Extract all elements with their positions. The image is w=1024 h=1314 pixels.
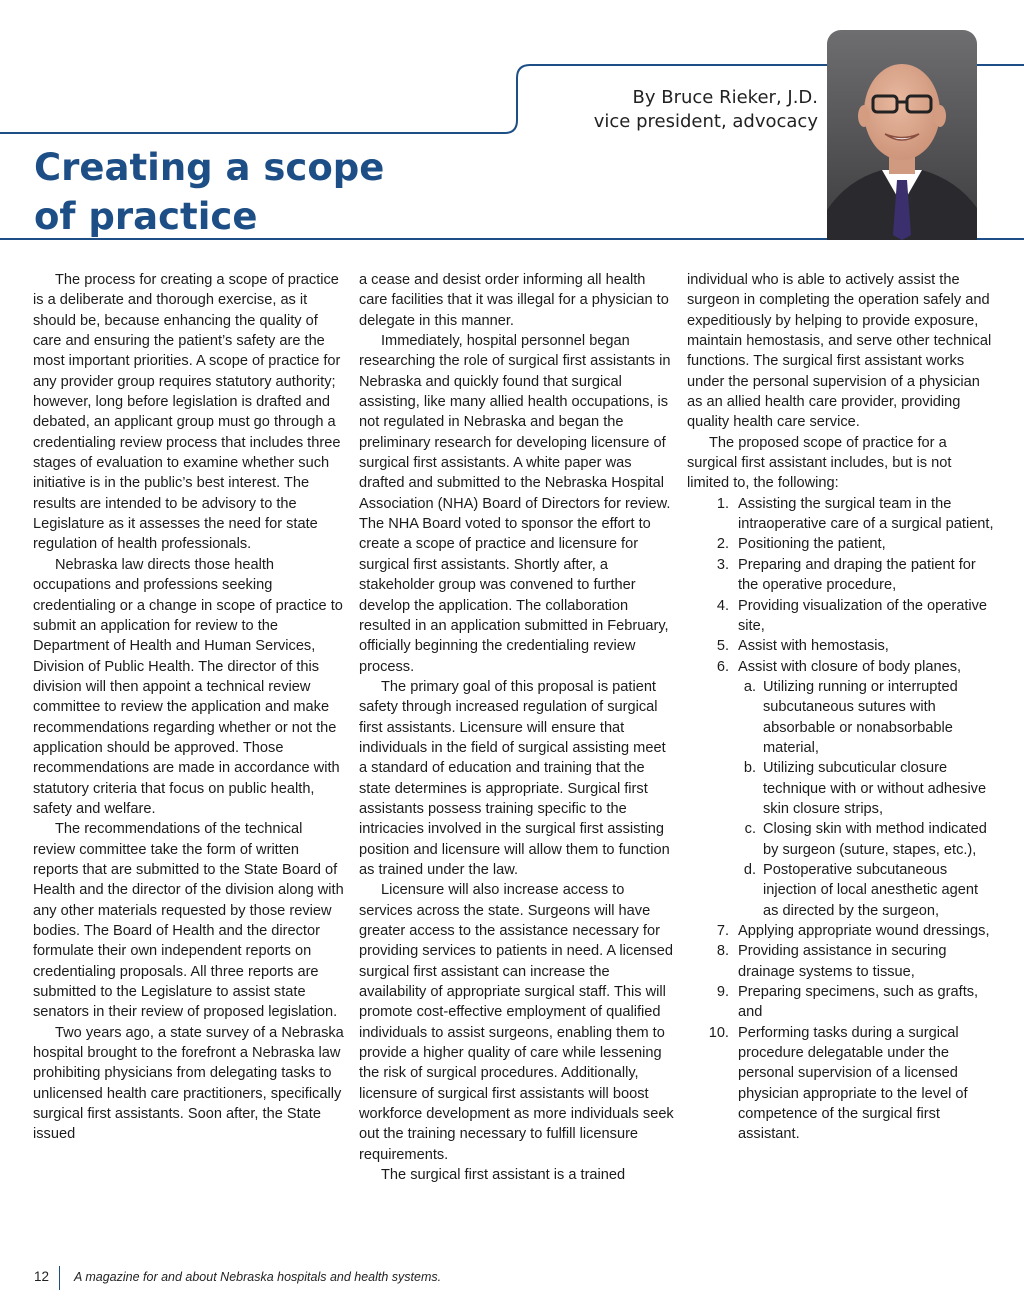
list-number: 4. xyxy=(716,597,729,614)
list-item xyxy=(687,921,997,941)
column-2 xyxy=(359,270,677,1185)
page-footer xyxy=(0,1266,1024,1296)
sublist-text: Closing skin with method indicated by surgeon (suture, stapes, etc.), xyxy=(763,821,987,858)
list-item xyxy=(687,941,997,982)
sublist-letter: c. xyxy=(744,821,756,838)
list-text: Positioning the patient, xyxy=(738,536,886,553)
list-text: Assist with closure of body planes, xyxy=(738,658,962,675)
list-item xyxy=(687,555,997,596)
paragraph: The recommendations of the technical review committee take the form of written reports that are submitted to the State Board of Health and the director of the division along with any other materials requested by those review bodies. The Board of Health and the director formulate their own independent reports on credentialing proposals. All three reports are submitted to the Legislature to assist state senators in their review of proposed legislation. xyxy=(33,821,344,1021)
article-title xyxy=(34,143,384,241)
list-item xyxy=(687,596,997,637)
paragraph: a cease and desist order informing all health care facilities that it was illegal for a physician to delegate in this manner. xyxy=(359,272,669,329)
footer-tagline: A magazine for and about Nebraska hospitals and health systems. xyxy=(74,1270,442,1284)
scope-list xyxy=(687,494,997,1145)
paragraph: The process for creating a scope of practice is a deliberate and thorough exercise, as it should be, because enhancing the quality of care and ensuring the patient’s safety are the most important priorities. A scope of practice for any provider group requires statutory authority; however, long before legislation is drafted and debated, an applicant group must go through a credentialing review process that includes three stages of evaluation to examine whether such initiative is in the public’s best interest. The results are intended to be advisory to the Legislature as it assesses the need for state regulation of health professionals. xyxy=(33,272,341,553)
page-number: 12 xyxy=(34,1269,50,1284)
title-line-1: Creating a scope xyxy=(34,146,385,189)
list-text: Providing assistance in securing drainage systems to tissue, xyxy=(738,943,947,980)
sublist-item xyxy=(738,758,997,819)
list-text: Preparing specimens, such as grafts, and xyxy=(738,984,979,1021)
title-line-2: of practice xyxy=(34,195,258,238)
paragraph: The surgical first assistant is a trained xyxy=(381,1167,626,1184)
sublist-item xyxy=(738,819,997,860)
paragraph: The proposed scope of practice for a surgical first assistant includes, but is not limited to, the following: xyxy=(687,434,952,492)
closure-sublist xyxy=(738,677,997,921)
paragraph: individual who is able to actively assist the surgeon in completing the operation safely and expeditiously by helping to provide exposure, maintain hemostasis, and serve other technical functions. The surgical first assistant works under the personal supervision of a physician as an allied health care provider, providing quality health care service. xyxy=(687,272,992,431)
list-number: 2. xyxy=(716,536,729,553)
paragraph: Licensure will also increase access to services across the state. Surgeons will have greater access to the assistance necessary for providing services to patients in need. A licensed surgical first assistant can increase the availability of appropriate surgical staff. This will promote cost-effective employment of qualified individuals to assist surgeons, enabling them to provide a higher quality of care while lessening the risk of surgical procedures. Additionally, licensure of surgical first assistants will boost workforce development as more individuals seek out the training necessary to fulfill licensure requirements. xyxy=(359,882,674,1163)
sublist-text: Utilizing subcuticular closure technique with or without adhesive skin closure strips, xyxy=(763,760,987,817)
list-number: 5. xyxy=(716,638,729,655)
sublist-letter: a. xyxy=(743,678,756,695)
list-text: Assist with hemostasis, xyxy=(738,638,889,655)
list-item xyxy=(687,534,997,554)
column-1 xyxy=(33,270,348,1145)
list-text: Providing visualization of the operative site, xyxy=(738,597,988,634)
list-text: Applying appropriate wound dressings, xyxy=(738,923,990,939)
list-number: 7. xyxy=(716,923,729,939)
list-number: 1. xyxy=(716,495,729,512)
sublist-letter: d. xyxy=(743,861,756,878)
list-number: 3. xyxy=(716,556,729,573)
column-3 xyxy=(687,270,997,1145)
paragraph: Two years ago, a state survey of a Nebraska hospital brought to the forefront a Nebraska law prohibiting physicians from delegating tasks to unlicensed health care practitioners, specifically surgical first assistants. Soon after, the State issued xyxy=(33,1024,344,1143)
list-item xyxy=(687,1023,997,1145)
list-number: 6. xyxy=(716,658,729,675)
list-number: 10. xyxy=(708,1024,729,1041)
list-text: Performing tasks during a surgical procedure delegatable under the personal supervision of a licensed physician appropriate to the level of competence of the surgical first assistant. xyxy=(738,1024,968,1143)
sublist-item xyxy=(738,677,997,758)
author-photo xyxy=(827,30,977,240)
list-text: Assisting the surgical team in the intraoperative care of a surgical patient, xyxy=(738,495,994,533)
list-item xyxy=(687,636,997,656)
byline-title: vice president, advocacy xyxy=(593,111,818,132)
sublist-text: Utilizing running or interrupted subcutaneous sutures with absorbable or nonabsorbable material, xyxy=(763,678,958,756)
list-number: 9. xyxy=(716,984,729,1001)
paragraph: Nebraska law directs those health occupations and professions seeking credentialing or a change in scope of practice to submit an application for review to the Department of Health and Human Services, Division of Public Health. The director of this division will then appoint a technical review committee to review the application and make recommendations regarding whether or not the application should be approved. Those recommendations are made in accordance with statutory criteria that focus on public health, safety and welfare. xyxy=(33,556,343,817)
list-text: Preparing and draping the patient for the operative procedure, xyxy=(738,556,976,594)
byline-name: By Bruce Rieker, J.D. xyxy=(632,87,818,108)
list-item xyxy=(687,494,997,535)
list-item xyxy=(687,657,997,921)
sublist-item xyxy=(738,860,997,921)
byline xyxy=(594,86,818,134)
sublist-text: Postoperative subcutaneous injection of local anesthetic agent as directed by the surgeon, xyxy=(763,861,978,919)
list-item xyxy=(687,982,997,1023)
paragraph: The primary goal of this proposal is patient safety through increased regulation of surgical first assistants. Licensure will ensure that individuals in the field of surgical assisting meet a standard of education and training that the state determines is appropriate. Surgical first assistants possess training specific to the intricacies involved in the surgical first assisting position and licensure will allow them to function as trained under the law. xyxy=(359,678,670,878)
list-number: 8. xyxy=(716,943,729,960)
paragraph: Immediately, hospital personnel began researching the role of surgical first assistants in Nebraska and quickly found that surgical assisting, like many allied health occupations, is not regulated in Nebraska and began the preliminary research for developing licensure of surgical first assistants. A white paper was drafted and submitted to the Nebraska Hospital Association (NHA) Board of Directors for review. The NHA Board voted to sponsor the effort to create a scope of practice and licensure for surgical first assistants. Shortly after, a stakeholder group was convened to further develop the application. The collaboration resulted in an application submitted in February, officially beginning the credentialing review process. xyxy=(359,333,671,675)
footer-divider xyxy=(59,1266,60,1290)
sublist-letter: b. xyxy=(743,760,756,777)
